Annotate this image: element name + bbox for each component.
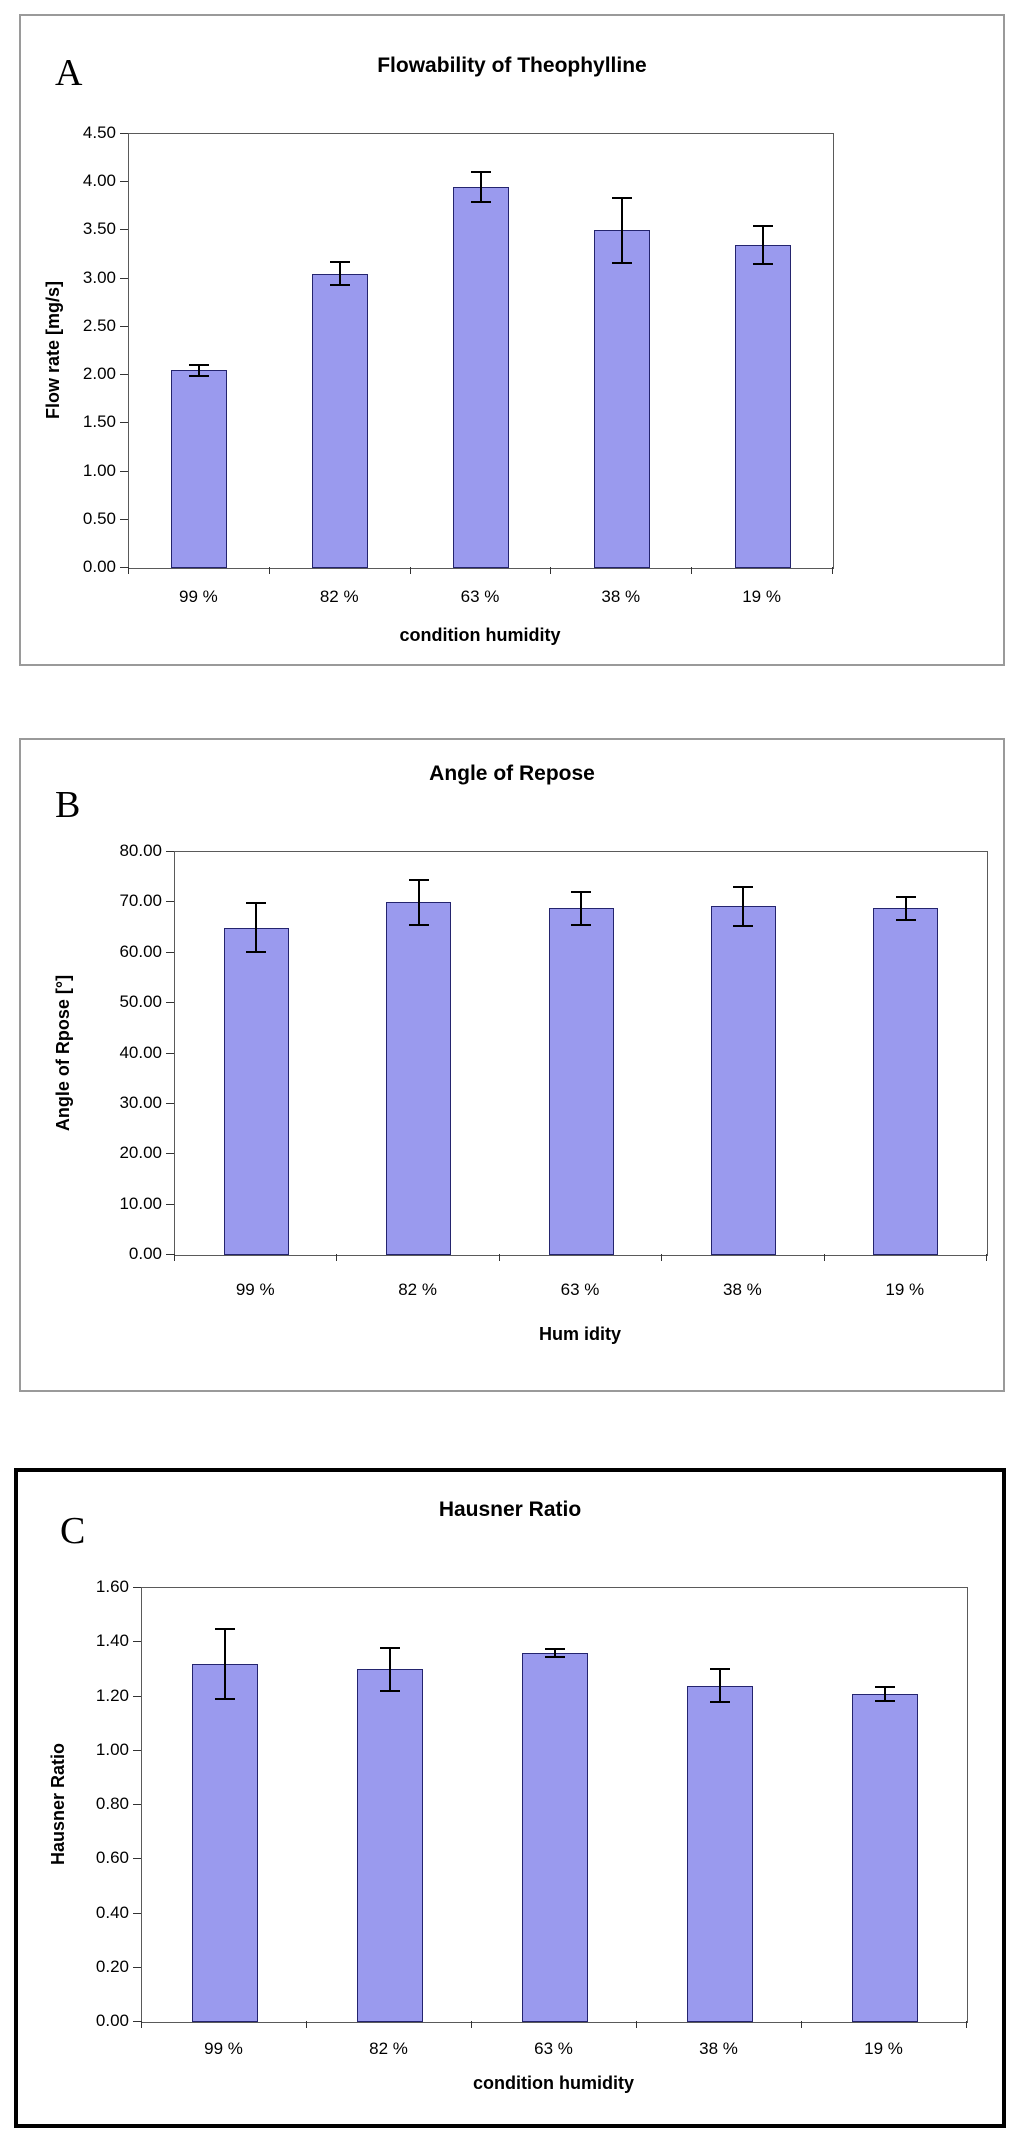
- y-tick-mark: [133, 1858, 141, 1859]
- y-tick-mark: [133, 1967, 141, 1968]
- error-bar-line: [255, 903, 257, 951]
- error-bar-line: [621, 198, 623, 264]
- bar: [594, 230, 650, 568]
- y-tick-label: 60.00: [119, 941, 162, 961]
- y-tick-label: 4.00: [82, 171, 116, 191]
- error-bar-cap-bottom: [189, 375, 209, 377]
- error-bar-cap-top: [571, 891, 591, 893]
- x-tick-mark: [986, 1254, 987, 1261]
- y-tick-label: 0.00: [128, 1244, 162, 1263]
- error-bar-cap-top: [545, 1648, 565, 1650]
- error-bar-line: [389, 1648, 391, 1691]
- error-bar-cap-bottom: [409, 924, 429, 926]
- x-category-label: 99 %: [204, 2039, 243, 2058]
- error-bar-cap-top: [612, 197, 632, 199]
- y-tick-mark: [120, 422, 128, 423]
- error-bar-cap-bottom: [380, 1690, 400, 1692]
- plot-area: [174, 851, 988, 1256]
- y-tick-mark: [133, 2021, 141, 2022]
- y-tick-mark: [166, 1204, 174, 1205]
- panel-letter-b: B: [55, 784, 81, 826]
- error-bar-cap-bottom: [733, 925, 753, 927]
- x-category-label: 63 %: [534, 2039, 573, 2058]
- x-tick-mark: [499, 1254, 500, 1261]
- y-tick-mark: [120, 133, 128, 134]
- x-tick-mark: [824, 1254, 825, 1261]
- y-tick-mark: [120, 567, 128, 568]
- bar: [873, 908, 938, 1255]
- bar: [711, 906, 776, 1255]
- y-tick-label: 0.60: [95, 1848, 129, 1868]
- x-axis-title: condition humidity: [473, 2073, 634, 2093]
- y-tick-label: 1.40: [95, 1631, 129, 1651]
- bar: [224, 928, 289, 1255]
- error-bar-cap-top: [875, 1686, 895, 1688]
- error-bar-line: [580, 892, 582, 924]
- y-tick-mark: [120, 278, 128, 279]
- y-axis-title: Flow rate [mg/s]: [43, 280, 63, 420]
- chart-title: Flowability of Theophylline: [377, 54, 647, 77]
- y-tick-label: 0.80: [95, 1794, 129, 1813]
- chart-panel-a: [19, 14, 1005, 666]
- y-tick-mark: [133, 1696, 141, 1697]
- bar: [522, 1653, 588, 2022]
- error-bar-cap-bottom: [330, 284, 350, 286]
- y-tick-label: 0.00: [95, 2011, 129, 2030]
- bar: [852, 1694, 918, 2022]
- error-bar-cap-top: [409, 879, 429, 881]
- x-axis-title: condition humidity: [399, 625, 561, 645]
- error-bar-cap-top: [246, 902, 266, 904]
- x-tick-mark: [636, 2021, 637, 2028]
- y-tick-label: 0.20: [95, 1956, 129, 1976]
- y-tick-label: 80.00: [119, 841, 162, 860]
- error-bar-cap-top: [471, 171, 491, 173]
- y-axis-title: Angle of Rpose [°]: [53, 974, 73, 1131]
- error-bar-cap-bottom: [471, 201, 491, 203]
- chart-title: Angle of Repose: [429, 762, 595, 785]
- y-tick-label: 50.00: [119, 992, 162, 1012]
- error-bar-cap-bottom: [545, 1656, 565, 1658]
- error-bar-cap-top: [710, 1668, 730, 1670]
- error-bar-cap-top: [330, 261, 350, 263]
- y-tick-mark: [166, 1053, 174, 1054]
- y-tick-label: 40.00: [119, 1042, 162, 1062]
- y-tick-mark: [120, 471, 128, 472]
- y-tick-mark: [166, 1103, 174, 1104]
- chart-title: Hausner Ratio: [438, 1498, 582, 1521]
- y-tick-mark: [120, 326, 128, 327]
- error-bar-line: [905, 897, 907, 920]
- x-category-label: 63 %: [460, 587, 500, 606]
- x-category-label: 38 %: [723, 1280, 762, 1299]
- bar: [312, 274, 368, 568]
- y-tick-label: 1.60: [95, 1577, 129, 1596]
- x-tick-mark: [832, 567, 833, 574]
- x-category-label: 99 %: [235, 1280, 275, 1299]
- x-category-label: 82 %: [319, 587, 359, 606]
- x-tick-mark: [269, 567, 270, 574]
- error-bar-cap-top: [215, 1628, 235, 1630]
- x-tick-mark: [801, 2021, 802, 2028]
- x-tick-mark: [661, 1254, 662, 1261]
- error-bar-cap-bottom: [896, 919, 916, 921]
- error-bar-cap-top: [733, 886, 753, 888]
- y-tick-label: 1.00: [95, 1739, 129, 1759]
- y-tick-mark: [166, 851, 174, 852]
- x-category-label: 19 %: [742, 587, 781, 606]
- y-tick-mark: [120, 374, 128, 375]
- y-tick-label: 0.00: [82, 557, 116, 576]
- x-axis-title: Hum idity: [538, 1324, 621, 1344]
- y-tick-mark: [120, 519, 128, 520]
- y-tick-label: 0.50: [82, 508, 116, 528]
- y-tick-label: 1.50: [82, 412, 116, 432]
- error-bar-cap-bottom: [753, 263, 773, 265]
- error-bar-line: [480, 172, 482, 203]
- plot-area: [128, 133, 834, 569]
- error-bar-line: [884, 1687, 886, 1701]
- y-tick-label: 30.00: [119, 1092, 162, 1112]
- x-category-label: 99 %: [179, 587, 218, 606]
- bar: [171, 370, 227, 568]
- x-tick-mark: [174, 1254, 175, 1261]
- error-bar-line: [418, 880, 420, 924]
- y-tick-mark: [166, 1002, 174, 1003]
- plot-area: [141, 1587, 968, 2023]
- error-bar-cap-bottom: [246, 951, 266, 953]
- error-bar-cap-top: [896, 896, 916, 898]
- x-tick-mark: [966, 2021, 967, 2028]
- x-tick-mark: [550, 567, 551, 574]
- y-tick-label: 4.50: [82, 123, 116, 142]
- error-bar-cap-top: [380, 1647, 400, 1649]
- bar: [357, 1669, 423, 2022]
- bar: [735, 245, 791, 568]
- error-bar-cap-top: [189, 364, 209, 366]
- y-tick-label: 3.00: [82, 267, 116, 287]
- y-tick-mark: [133, 1750, 141, 1751]
- y-tick-mark: [133, 1641, 141, 1642]
- y-axis-title: Hausner Ratio: [48, 1742, 68, 1866]
- chart-panel-b: [19, 738, 1005, 1392]
- y-tick-label: 10.00: [119, 1193, 162, 1213]
- error-bar-line: [339, 262, 341, 285]
- y-tick-label: 1.00: [82, 460, 116, 480]
- chart-panel-c: [14, 1468, 1006, 2128]
- x-tick-mark: [336, 1254, 337, 1261]
- x-category-label: 82 %: [398, 1280, 437, 1299]
- error-bar-line: [719, 1669, 721, 1702]
- y-tick-label: 1.20: [95, 1685, 129, 1705]
- y-tick-mark: [166, 901, 174, 902]
- y-tick-mark: [133, 1913, 141, 1914]
- y-tick-label: 0.40: [95, 1902, 129, 1922]
- x-tick-mark: [306, 2021, 307, 2028]
- x-tick-mark: [691, 567, 692, 574]
- x-category-label: 38 %: [699, 2039, 738, 2058]
- y-tick-label: 2.50: [82, 315, 116, 335]
- x-tick-mark: [128, 567, 129, 574]
- y-tick-mark: [166, 1254, 174, 1255]
- error-bar-cap-bottom: [215, 1698, 235, 1700]
- y-tick-mark: [133, 1587, 141, 1588]
- y-tick-mark: [166, 1153, 174, 1154]
- y-tick-label: 20.00: [119, 1143, 162, 1163]
- bar: [192, 1664, 258, 2022]
- error-bar-cap-bottom: [875, 1700, 895, 1702]
- x-tick-mark: [141, 2021, 142, 2028]
- bar: [386, 902, 451, 1255]
- x-category-label: 38 %: [601, 587, 641, 606]
- x-category-label: 82 %: [369, 2039, 408, 2058]
- bar: [549, 908, 614, 1255]
- error-bar-cap-bottom: [612, 262, 632, 264]
- y-tick-mark: [166, 952, 174, 953]
- error-bar-cap-bottom: [710, 1701, 730, 1703]
- y-tick-mark: [120, 229, 128, 230]
- x-category-label: 63 %: [560, 1280, 600, 1299]
- y-tick-mark: [133, 1804, 141, 1805]
- x-category-label: 19 %: [864, 2039, 903, 2058]
- error-bar-cap-top: [753, 225, 773, 227]
- error-bar-line: [762, 226, 764, 265]
- error-bar-cap-bottom: [571, 924, 591, 926]
- error-bar-line: [224, 1629, 226, 1700]
- x-tick-mark: [471, 2021, 472, 2028]
- y-tick-mark: [120, 181, 128, 182]
- bar: [453, 187, 509, 568]
- panel-letter-c: C: [60, 1510, 86, 1552]
- error-bar-line: [742, 887, 744, 926]
- y-tick-label: 2.00: [82, 364, 116, 384]
- y-tick-label: 70.00: [119, 891, 162, 911]
- x-tick-mark: [410, 567, 411, 574]
- x-category-label: 19 %: [885, 1280, 925, 1299]
- y-tick-label: 3.50: [82, 219, 116, 239]
- panel-letter-a: A: [55, 52, 83, 94]
- bar: [687, 1686, 753, 2022]
